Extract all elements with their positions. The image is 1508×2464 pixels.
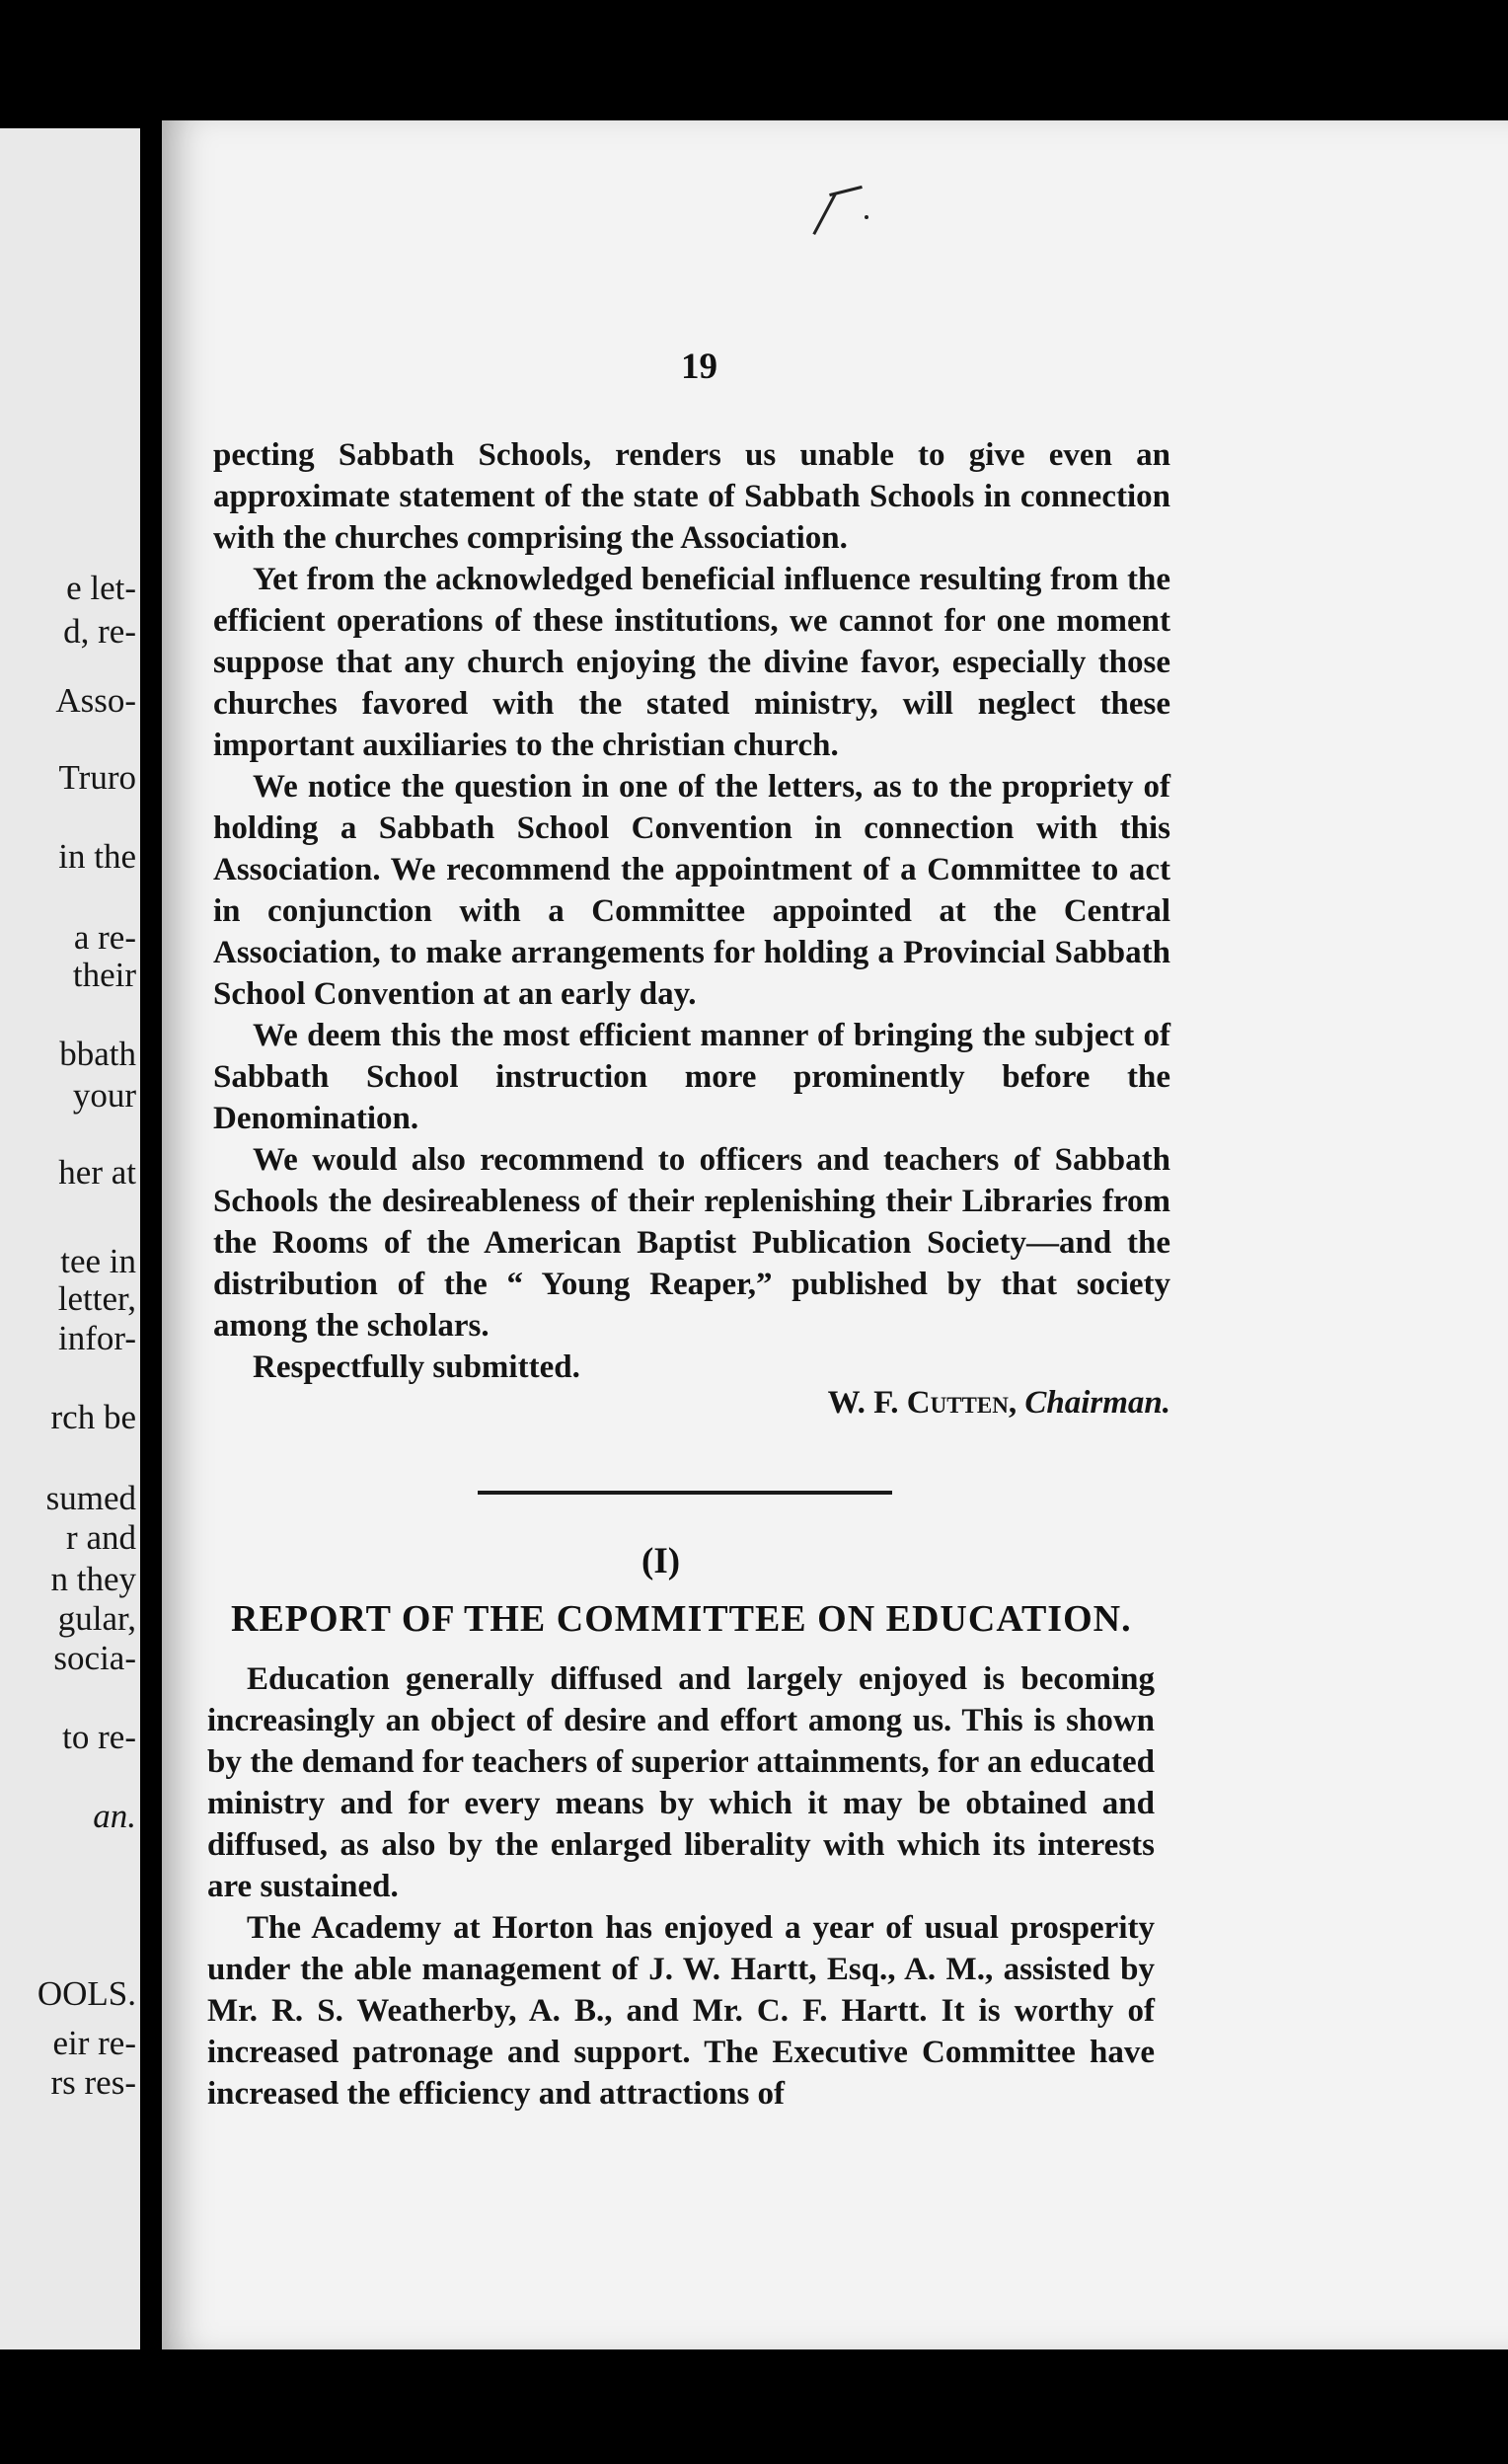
sabbath-school-report xyxy=(213,434,1170,1424)
left-page-line: socia- xyxy=(53,1639,136,1677)
left-page-line: OOLS. xyxy=(37,1974,136,2013)
left-page-line: their xyxy=(72,956,136,994)
left-page-line: Truro xyxy=(58,758,136,797)
report-paragraph: Education generally diffused and largely enjoyed is becoming increasingly an object of desire and effort among us. This is shown by the demand for teachers of superior attainments, for an educated ministry and for every means by which it may be obtained and diffused, as also by the enlarged liberality with which its interests are sustained. xyxy=(207,1661,1155,1904)
section-divider xyxy=(478,1491,892,1495)
left-page-line: an. xyxy=(93,1797,136,1835)
left-page-line: in the xyxy=(58,837,136,876)
left-page-line: tee in xyxy=(60,1242,136,1280)
left-page-line: sumed xyxy=(45,1479,136,1517)
left-page-line: rch be xyxy=(50,1398,136,1436)
page-number: 19 xyxy=(681,346,717,387)
report-paragraph: Yet from the acknowledged beneficial influence resulting from the efficient operations of these institutions, we cannot for one moment suppose that any church enjoying the divine favor, especially those churches favored with the stated ministry, will neglect these important auxiliaries to the christian church. xyxy=(213,562,1170,763)
signature xyxy=(213,1382,1170,1424)
left-page-line: letter, xyxy=(57,1279,136,1318)
report-paragraph: We notice the question in one of the letters, as to the propriety of holding a Sabbath School Convention in connection with this Association. We recommend the appointment of a Committee to act in conjunction with a Committee appointed at the Central Association, to make arrangements for holding a Provincial Sabbath School Convention at an early day. xyxy=(213,769,1170,1012)
left-page-line: gular, xyxy=(57,1599,136,1638)
pen-stroke-mark xyxy=(829,186,863,196)
report-paragraph: We would also recommend to officers and teachers of Sabbath Schools the desireableness of their replenishing their Libraries from the Rooms of the American Baptist Publication Society—and the distribution of the “ Young Reaper,” published by that society among the scholars. xyxy=(213,1142,1170,1344)
left-page-line: rs res- xyxy=(50,2063,136,2102)
left-page-line: to re- xyxy=(62,1718,136,1756)
report-closing: Respectfully submitted. xyxy=(253,1349,580,1385)
left-page-line: her at xyxy=(58,1153,136,1192)
report-paragraph: pecting Sabbath Schools, renders us unable to give even an approximate statement of the state of Sabbath Schools in connection with the churches comprising the Association. xyxy=(213,437,1170,556)
left-page-line: bbath xyxy=(59,1035,136,1073)
ink-speck-mark xyxy=(865,215,868,219)
left-page-line: your xyxy=(72,1076,136,1115)
left-page-line: eir re- xyxy=(52,2024,136,2062)
left-page-line: infor- xyxy=(58,1319,136,1357)
left-page-line: a re- xyxy=(73,918,136,957)
report-paragraph: The Academy at Horton has enjoyed a year of usual prosperity under the able management of J. W. Hartt, Esq., A. M., assisted by Mr. R. S. Weatherby, A. B., and Mr. C. F. Hartt. It is worthy of increased patronage and support. The Executive Committee have increased the efficiency and attractions of xyxy=(207,1910,1155,2112)
pen-stroke-mark xyxy=(812,193,836,235)
section-title: REPORT OF THE COMMITTEE ON EDUCATION. xyxy=(231,1598,1132,1640)
education-report xyxy=(207,1658,1155,2115)
left-page xyxy=(0,128,140,2349)
report-paragraph: We deem this the most efficient manner of bringing the subject of Sabbath School instruction more prominently before the Denomination. xyxy=(213,1018,1170,1136)
left-page-line: d, re- xyxy=(63,612,136,651)
left-page-line: Asso- xyxy=(55,681,136,720)
section-label: (I) xyxy=(641,1541,681,1581)
left-page-line: e let- xyxy=(66,569,136,607)
scan-border xyxy=(0,2349,1508,2464)
signature-title: Chairman. xyxy=(1024,1385,1170,1421)
signature-name: W. F. Cutten, xyxy=(827,1385,1018,1421)
page-gutter xyxy=(140,109,162,2369)
left-page-line: r and xyxy=(66,1518,136,1557)
left-page-line: n they xyxy=(50,1560,136,1598)
